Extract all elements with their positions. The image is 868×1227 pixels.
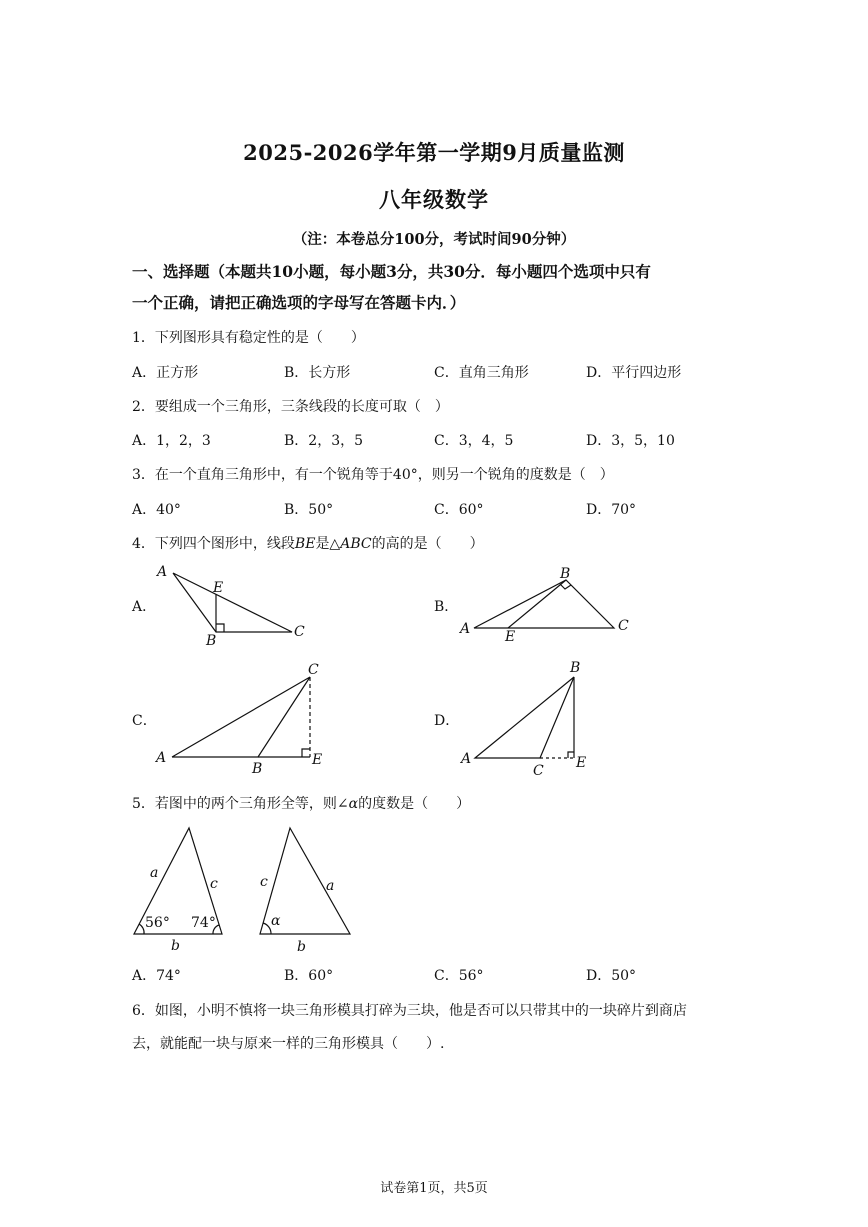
fig-a-triangle (173, 573, 292, 632)
fig-c-label-b: B (252, 761, 263, 777)
q3-option-d[interactable]: D．70° (586, 502, 637, 518)
q4-figure-c (172, 677, 310, 757)
page-footer: 试卷第1页，共5页 (380, 1181, 488, 1196)
q5-left-label-b: b (171, 938, 180, 954)
q4-option-b[interactable]: B． (434, 599, 459, 615)
q3-option-a[interactable]: A．40° (132, 502, 181, 518)
fig-b-label-a: A (460, 621, 471, 637)
question-5-stem (132, 794, 470, 814)
q5-right-angle-arc-alpha (263, 923, 271, 934)
q5-right-angle-alpha: α (271, 913, 281, 929)
fig-a-label-e: E (213, 580, 224, 596)
fig-d-right-angle-mark (568, 752, 574, 758)
q4-stem-be: BE (294, 536, 316, 552)
fig-b-label-b: B (560, 566, 571, 582)
q5-option-a[interactable]: A．74° (132, 968, 181, 984)
q5-option-c[interactable]: C．56° (434, 968, 484, 984)
fig-a-label-b: B (206, 633, 217, 649)
q5-left-label-c: c (210, 876, 218, 892)
fig-b-label-e: E (505, 629, 516, 645)
fig-b-triangle (474, 580, 614, 628)
fig-c-label-c: C (308, 662, 319, 678)
q4-figure-a (173, 573, 292, 632)
q2-option-a[interactable]: A．1，2，3 (132, 433, 211, 449)
question-6-stem-line1: 6．如图，小明不慎将一块三角形模具打碎为三块，他是否可以只带其中的一块碎片到商店 (132, 1003, 687, 1019)
q2-option-b[interactable]: B．2，3，5 (284, 433, 364, 449)
q5-stem-alpha: α (348, 796, 359, 812)
question-2-stem: 2．要组成一个三角形，三条线段的长度可取（ ） (132, 399, 449, 415)
fig-b-label-c: C (618, 618, 629, 634)
q4-stem-abc: ABC (340, 536, 372, 552)
q5-right-label-b: b (297, 939, 306, 955)
q2-option-d[interactable]: D．3，5，10 (586, 433, 675, 449)
fig-d-triangle (475, 677, 574, 758)
q4-stem-prefix: 4．下列四个图形中，线段 (132, 536, 295, 552)
q5-stem-prefix: 5．若图中的两个三角形全等，则∠ (132, 796, 349, 812)
q5-stem-suffix: 的度数是（ ） (358, 796, 471, 812)
fig-c-right-angle-mark (302, 749, 310, 757)
fig-a-right-angle-mark (216, 624, 224, 632)
q1-option-b[interactable]: B．长方形 (284, 365, 351, 381)
fig-c-triangle (172, 677, 310, 757)
q5-option-b[interactable]: B．60° (284, 968, 334, 984)
section-heading-line1: 一、选择题（本题共10小题，每小题3分，共30分．每小题四个选项中只有 (132, 262, 651, 281)
fig-c-label-a: A (156, 750, 167, 766)
exam-title: 2025-2026学年第一学期9月质量监测 (243, 140, 625, 165)
exam-subject: 八年级数学 (379, 187, 489, 212)
q3-option-c[interactable]: C．60° (434, 502, 484, 518)
fig-c-label-e: E (312, 752, 323, 768)
exam-note: （注：本卷总分100分，考试时间90分钟） (292, 231, 576, 248)
q5-left-angle-74: 74° (191, 915, 216, 931)
q1-option-c[interactable]: C．直角三角形 (434, 365, 529, 381)
question-3-stem: 3．在一个直角三角形中，有一个锐角等于40°，则另一个锐角的度数是（ ） (132, 467, 614, 483)
fig-d-label-c: C (533, 763, 544, 779)
fig-d-label-e: E (576, 755, 587, 771)
q5-right-label-c: c (260, 874, 268, 890)
fig-d-label-a: A (461, 751, 472, 767)
q3-option-b[interactable]: B．50° (284, 502, 334, 518)
q4-figure-b (474, 580, 614, 628)
q4-stem-suffix: 的高的是（ ） (371, 536, 484, 552)
q5-left-angle-arc-56 (139, 924, 144, 934)
q5-option-d[interactable]: D．50° (586, 968, 637, 984)
q4-option-d[interactable]: D． (434, 713, 460, 729)
section-heading-line2: 一个正确，请把正确选项的字母写在答题卡内．） (132, 293, 466, 312)
q4-stem-mid: 是△ (315, 536, 341, 552)
q4-option-c[interactable]: C． (132, 713, 157, 729)
fig-b-right-angle-mark (560, 584, 571, 589)
fig-a-label-a: A (157, 564, 168, 580)
q4-figure-d (475, 677, 574, 758)
question-1-stem: 1．下列图形具有稳定性的是（ ） (132, 330, 365, 346)
q5-right-label-a: a (326, 878, 335, 894)
q1-option-a[interactable]: A．正方形 (132, 365, 199, 381)
q4-option-a[interactable]: A． (132, 599, 157, 615)
q1-option-d[interactable]: D．平行四边形 (586, 365, 682, 381)
fig-a-label-c: C (294, 624, 305, 640)
q5-left-label-a: a (150, 865, 159, 881)
question-6-stem-line2: 去，就能配一块与原来一样的三角形模具（ ）. (132, 1036, 445, 1052)
q5-left-angle-56: 56° (145, 915, 170, 931)
q2-option-c[interactable]: C．3，4，5 (434, 433, 514, 449)
fig-b-segment-be (508, 580, 566, 628)
fig-d-label-b: B (570, 660, 581, 676)
